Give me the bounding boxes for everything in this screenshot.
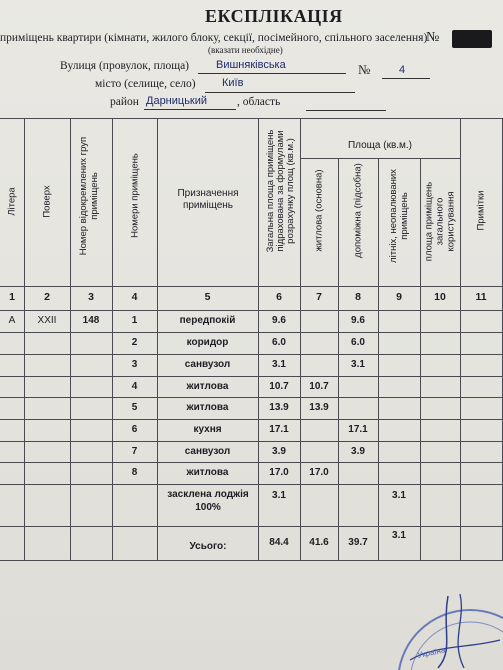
apartment-line-hint: (вказати необхідне) — [208, 45, 283, 55]
house-number-underline — [382, 78, 430, 79]
column-number: 11 — [475, 291, 487, 303]
room-number: 1 — [131, 315, 138, 326]
house-number-label: № — [358, 62, 371, 77]
apartment-number-label: № — [426, 30, 440, 45]
stamp-text: Україна — [416, 645, 447, 660]
room-total-area: 10.7 — [269, 381, 289, 392]
room-total-area: 3.9 — [272, 446, 286, 457]
header-zagalnogo: площа приміщень загального користування — [423, 181, 457, 262]
apartment-line — [0, 32, 427, 44]
room-aux-area: 3.1 — [351, 359, 365, 370]
group-poverh: XXII — [37, 315, 57, 326]
column-number: 2 — [44, 291, 50, 303]
room-total-area: 17.0 — [269, 467, 289, 478]
district-label: район — [110, 96, 139, 108]
room-number: 5 — [131, 402, 138, 413]
room-name: житлова — [186, 402, 229, 413]
room-total-area: 3.1 — [272, 490, 286, 501]
district-underline — [144, 109, 236, 110]
column-number: 1 — [9, 291, 15, 303]
room-total-area: 17.1 — [269, 424, 289, 435]
house-number-value: 4 — [399, 64, 406, 76]
header-dopomizhna: допоміжна (підсобна) — [352, 163, 364, 258]
oblast-underline — [306, 110, 386, 111]
header-ploshcha: Площа (кв.м.) — [347, 140, 413, 151]
total-label: Усього: — [189, 541, 227, 552]
header-litnikh: літніх, неопалюваних приміщень — [388, 169, 410, 263]
room-aux-area: 9.6 — [351, 315, 365, 326]
room-total-area: 13.9 — [269, 402, 289, 413]
apartment-line-text: приміщень квартири (кімнати, жилого блоку, секції, посімейного, спільного заселення) — [0, 32, 428, 44]
column-number: 10 — [434, 291, 446, 303]
room-number: 3 — [131, 359, 138, 370]
room-main-area: 17.0 — [309, 467, 329, 478]
room-main-area: 13.9 — [309, 402, 329, 413]
room-number: 7 — [131, 446, 138, 457]
room-number: 6 — [131, 424, 138, 435]
room-name: передпокій — [179, 315, 236, 326]
room-name: коридор — [186, 337, 229, 348]
room-main-area: 10.7 — [309, 381, 329, 392]
document-title: ЕКСПЛІКАЦІЯ — [205, 6, 343, 26]
room-number: 4 — [131, 381, 138, 392]
room-name: кухня — [193, 424, 222, 435]
city-underline — [205, 92, 355, 93]
total-summer-area: 3.1 — [392, 530, 406, 541]
city-value: Київ — [222, 77, 244, 89]
column-number: 8 — [355, 291, 361, 303]
group-nomer: 148 — [82, 315, 100, 326]
room-name: житлова — [186, 467, 229, 478]
header-poverh: Поверх — [41, 185, 53, 218]
total-area: 84.4 — [269, 537, 289, 548]
total-main-area: 41.6 — [309, 537, 329, 548]
street-underline — [198, 73, 346, 74]
street-value: Вишняківська — [216, 59, 286, 71]
oblast-label: , область — [237, 96, 281, 108]
total-aux-area: 39.7 — [348, 537, 368, 548]
room-summer-area: 3.1 — [392, 490, 406, 501]
room-aux-area: 3.9 — [351, 446, 365, 457]
room-total-area: 9.6 — [272, 315, 286, 326]
header-pryznachennia: Призначення приміщень — [177, 188, 239, 211]
room-number: 8 — [131, 467, 138, 478]
column-number: 5 — [204, 291, 211, 303]
header-zhytlova: житлова (основна) — [313, 169, 325, 252]
room-name: санвузол — [184, 446, 231, 457]
column-number: 6 — [276, 291, 282, 303]
redacted-apartment-number — [452, 30, 492, 48]
header-litera: Літера — [6, 187, 18, 216]
header-nomery-prym: Номери приміщень — [129, 153, 141, 238]
room-name: санвузол — [184, 359, 231, 370]
room-number: 2 — [131, 337, 138, 348]
city-label: місто (селище, село) — [95, 78, 196, 90]
room-total-area: 3.1 — [272, 359, 286, 370]
room-total-area: 6.0 — [272, 337, 286, 348]
room-aux-area: 17.1 — [348, 424, 368, 435]
district-value: Дарницький — [146, 95, 208, 107]
header-zagalna: Загальна площа приміщень підрахована за формулами розрахунку площ (кв.м.) — [265, 129, 296, 253]
column-number: 4 — [131, 291, 138, 303]
column-number: 3 — [88, 291, 94, 303]
room-name: засклена лоджія 100% — [167, 489, 249, 513]
header-nomer-grup: Номер відокремлених груп приміщень — [78, 136, 100, 256]
room-name: житлова — [186, 381, 229, 392]
header-prymitky: Примітки — [475, 190, 487, 231]
group-litera: А — [8, 315, 16, 326]
street-label: Вулиця (провулок, площа) — [60, 60, 189, 72]
room-aux-area: 6.0 — [351, 337, 365, 348]
column-number: 9 — [396, 291, 402, 303]
official-stamp — [380, 590, 503, 670]
column-number: 7 — [316, 291, 322, 303]
